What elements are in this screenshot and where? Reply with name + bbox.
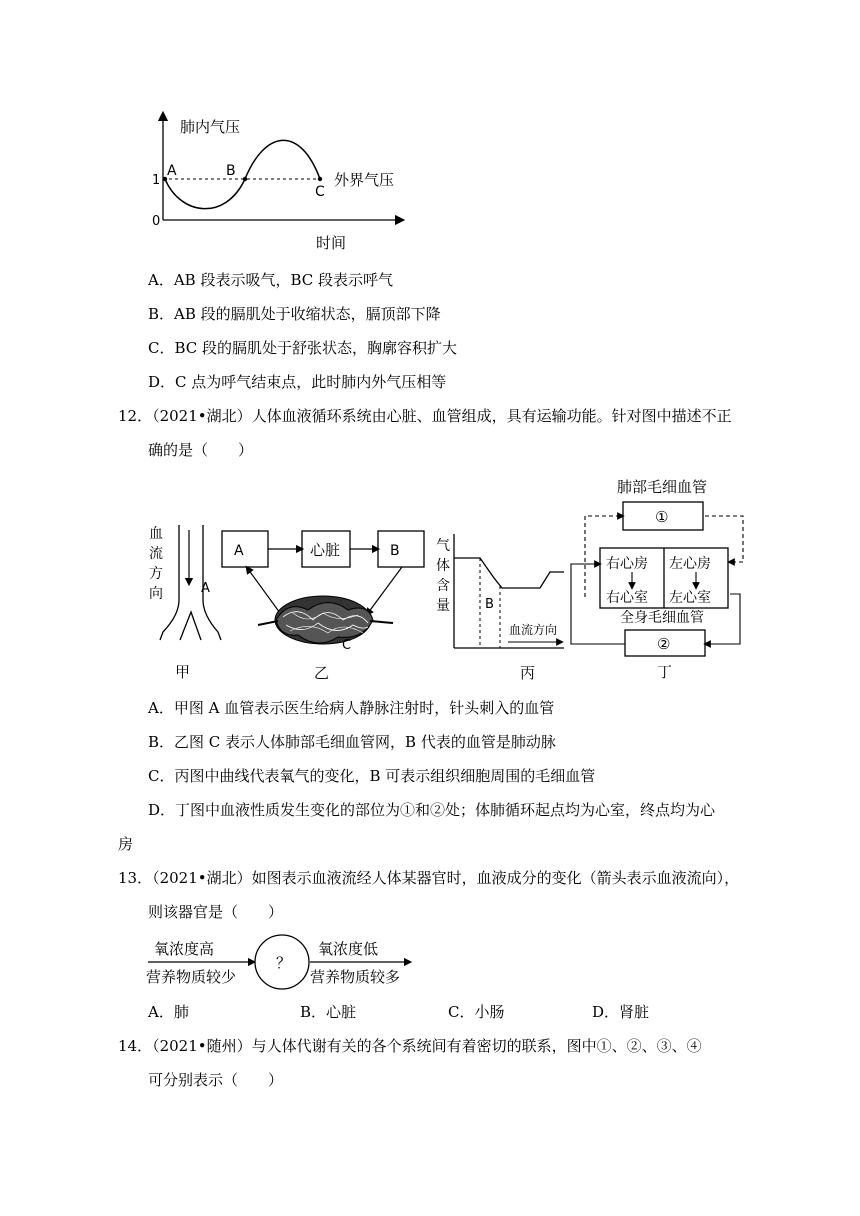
q12-jia-svg <box>145 520 225 685</box>
q12-bing-ylabel-1: 体 <box>436 558 450 574</box>
q11-ext-label: 外界气压 <box>334 171 395 189</box>
q13-stem-line2: 则该器官是（ ） <box>148 903 284 921</box>
q12-jia-text-1: 流 <box>149 546 163 562</box>
q11-ylabel: 肺内气压 <box>180 118 241 136</box>
q12-yi-box-b <box>378 531 424 567</box>
q12-bing-ylabel-0: 气 <box>436 538 450 554</box>
q13-figure <box>140 930 430 992</box>
q12-stem-line2: 确的是（ ） <box>148 441 254 459</box>
q12-stem-line1: 12．（2021•湖北）人体血液循环系统由心脏、血管组成，具有运输功能。针对图中描述不正 <box>118 407 732 425</box>
q12-option-a[interactable]: A．甲图 A 血管表示医生给病人静脉注射时，针头刺入的血管 <box>148 699 555 717</box>
q11-label-c: C <box>315 184 325 200</box>
q12-yi-arrow-net-a <box>248 569 280 613</box>
q11-point-b <box>243 177 247 181</box>
q12-ding-lv: 左心室 <box>669 590 711 606</box>
q12-jia-text-2: 方 <box>149 566 163 582</box>
q12-jia-branch <box>180 612 201 640</box>
q12-bing-svg <box>432 530 577 685</box>
q12-bing-flow-label: 血流方向 <box>509 623 558 637</box>
q12-ding-caption: 丁 <box>657 663 673 681</box>
q12-ding-box2-label: ② <box>657 635 671 653</box>
q12-yi-label-b: B <box>390 543 400 559</box>
q12-yi-arrow-b-net <box>368 567 402 613</box>
q13-center-mark: ？ <box>276 954 292 972</box>
q12-ding-svg <box>565 472 775 685</box>
q11-tick-1: 1 <box>152 173 161 188</box>
q13-right-top: 氧浓度低 <box>318 940 379 958</box>
q12-option-d-cont: 房 <box>118 835 134 853</box>
q11-option-a[interactable]: A．AB 段表示吸气，BC 段表示呼气 <box>148 271 394 289</box>
q12-option-b[interactable]: B．乙图 C 表示人体肺部毛细血管网，B 代表的血管是肺动脉 <box>148 733 556 751</box>
q13-option-d[interactable]: D．肾脏 <box>592 1003 650 1021</box>
q12-ding-bottom-label: 全身毛细血管 <box>620 610 704 626</box>
q13-stem-line1: 13．（2021•湖北）如图表示血液流经人体某器官时，血液成分的变化（箭头表示血液流向）， <box>118 869 740 887</box>
q12-yi-svg <box>218 525 430 685</box>
q12-yi-box-a <box>222 531 268 567</box>
q12-jia-text-3: 向 <box>149 586 163 602</box>
q11-option-d[interactable]: D．C 点为呼气结束点，此时肺内外气压相等 <box>148 373 447 391</box>
q12-bing-curve <box>454 558 564 588</box>
q12-ding-ra: 右心房 <box>606 556 648 572</box>
q12-ding-box1-label: ① <box>655 508 669 526</box>
q13-option-c[interactable]: C．小肠 <box>448 1003 505 1021</box>
q11-tick-0: 0 <box>152 214 161 229</box>
q14-stem-line2: 可分别表示（ ） <box>148 1071 284 1089</box>
q13-svg <box>140 930 430 992</box>
q12-yi-capillary-network <box>258 596 393 644</box>
q14-stem-line1: 14．（2021•随州）与人体代谢有关的各个系统间有着密切的联系，图中①、②、③、④ <box>118 1037 702 1055</box>
q12-fig-jia <box>145 520 225 685</box>
q12-ding-rv: 右心室 <box>606 590 648 606</box>
q11-curve <box>165 140 320 208</box>
q12-yi-label-heart: 心脏 <box>310 541 341 559</box>
q12-option-d[interactable]: D．丁图中血液性质发生变化的部位为①和②处；体肺循环起点均为心室，终点均为心 <box>148 801 716 819</box>
q12-yi-label-a: A <box>234 543 244 559</box>
q12-bing-caption: 丙 <box>520 664 536 682</box>
q13-option-b[interactable]: B．心脏 <box>300 1003 357 1021</box>
q13-option-a[interactable]: A．肺 <box>148 1003 189 1021</box>
q12-ding-top-label: 肺部毛细血管 <box>617 478 708 496</box>
q12-bing-ylabel-2: 含 <box>436 578 450 594</box>
q12-fig-yi <box>218 525 430 685</box>
q12-fig-ding <box>565 472 775 685</box>
q11-pressure-graph <box>140 110 440 255</box>
q12-jia-vessel-left <box>160 525 179 640</box>
q12-option-c[interactable]: C．丙图中曲线代表氧气的变化，B 可表示组织细胞周围的毛细血管 <box>148 767 596 785</box>
q11-point-c <box>318 177 322 181</box>
q12-yi-caption: 乙 <box>314 664 330 682</box>
q12-bing-ylabel-3: 量 <box>436 598 450 614</box>
q12-jia-text-0: 血 <box>149 526 163 542</box>
q11-graph-svg <box>140 110 440 255</box>
q11-label-a: A <box>167 163 177 179</box>
q11-xlabel: 时间 <box>316 234 347 252</box>
q13-left-bottom: 营养物质较少 <box>146 968 237 986</box>
q11-label-b: B <box>226 163 236 179</box>
q12-fig-bing <box>432 530 577 685</box>
q13-left-top: 氧浓度高 <box>154 940 215 958</box>
q13-right-bottom: 营养物质较多 <box>310 968 401 986</box>
q12-jia-caption: 甲 <box>175 663 191 681</box>
q12-jia-label-a: A <box>201 581 210 596</box>
q11-option-b[interactable]: B．AB 段的膈肌处于收缩状态，膈顶部下降 <box>148 305 441 323</box>
q12-ding-la: 左心房 <box>669 556 711 572</box>
q12-bing-label-b: B <box>485 597 494 612</box>
q12-yi-label-c: C <box>342 638 352 653</box>
q11-option-c[interactable]: C．BC 段的膈肌处于舒张状态，胸廓容积扩大 <box>148 339 458 357</box>
